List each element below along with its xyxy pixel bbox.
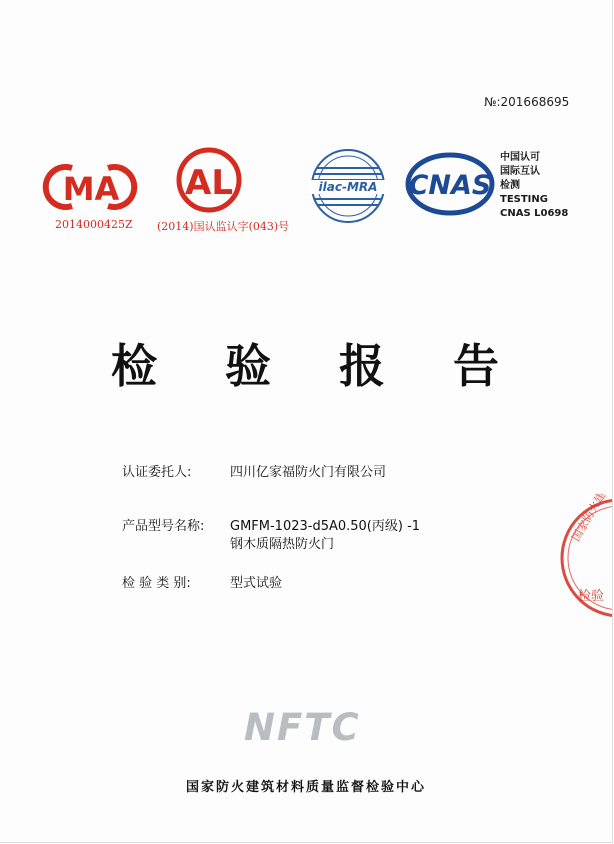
cnas-text-line: CNAS L0698: [500, 208, 569, 219]
model-value: GMFM-1023-d5A0.50(丙级) -1: [230, 519, 421, 534]
test-type-label: 检 验 类 别:: [122, 576, 191, 591]
report-title: 检 验 报 告: [110, 339, 526, 393]
cnas-text-line: 检测: [500, 180, 520, 191]
cma-code: 2014000425Z: [55, 218, 133, 231]
model-label: 产品型号名称:: [122, 519, 205, 534]
inspection-seal: [548, 494, 612, 628]
ilac-globe-icon: [306, 146, 390, 230]
cma-logo: [42, 162, 138, 212]
cnas-logo: [402, 152, 498, 216]
nftc-logo: NFTC: [244, 706, 361, 749]
cnas-text-line: TESTING: [500, 194, 548, 205]
seal-ring-text: 国家防火建筑: [569, 494, 612, 544]
issuing-organization: 国家防火建筑材料质量监督检验中心: [185, 780, 426, 795]
report-number: №:201668695: [484, 95, 570, 109]
seal-text: 检验: [578, 589, 605, 604]
cal-logo-letters: AL: [185, 163, 233, 203]
cnas-logo-icon: [402, 152, 498, 216]
seal-stamp-icon: [548, 494, 612, 624]
cnas-text-line: 国际互认: [500, 166, 540, 177]
cal-code: (2014)国认监认字(043)号: [157, 220, 290, 233]
cal-logo-icon: [170, 146, 248, 214]
client-value: 四川亿家福防火门有限公司: [230, 465, 387, 480]
test-type-field: [122, 572, 282, 591]
cal-logo: [170, 146, 248, 214]
test-type-value: 型式试验: [230, 576, 283, 591]
cma-logo-icon: [42, 162, 138, 212]
ilac-label: ilac-MRA: [318, 180, 378, 194]
cnas-text-line: 中国认可: [500, 152, 540, 163]
client-field: [122, 461, 386, 480]
cnas-label: CNAS: [408, 170, 492, 201]
model-value-line2: 钢木质隔热防火门: [230, 537, 335, 552]
cnas-accreditation-text: [500, 151, 568, 221]
model-field: [122, 515, 420, 534]
ilac-mra-logo: [306, 146, 390, 230]
client-label: 认证委托人:: [122, 465, 192, 480]
cma-logo-letters: MA: [62, 170, 120, 208]
